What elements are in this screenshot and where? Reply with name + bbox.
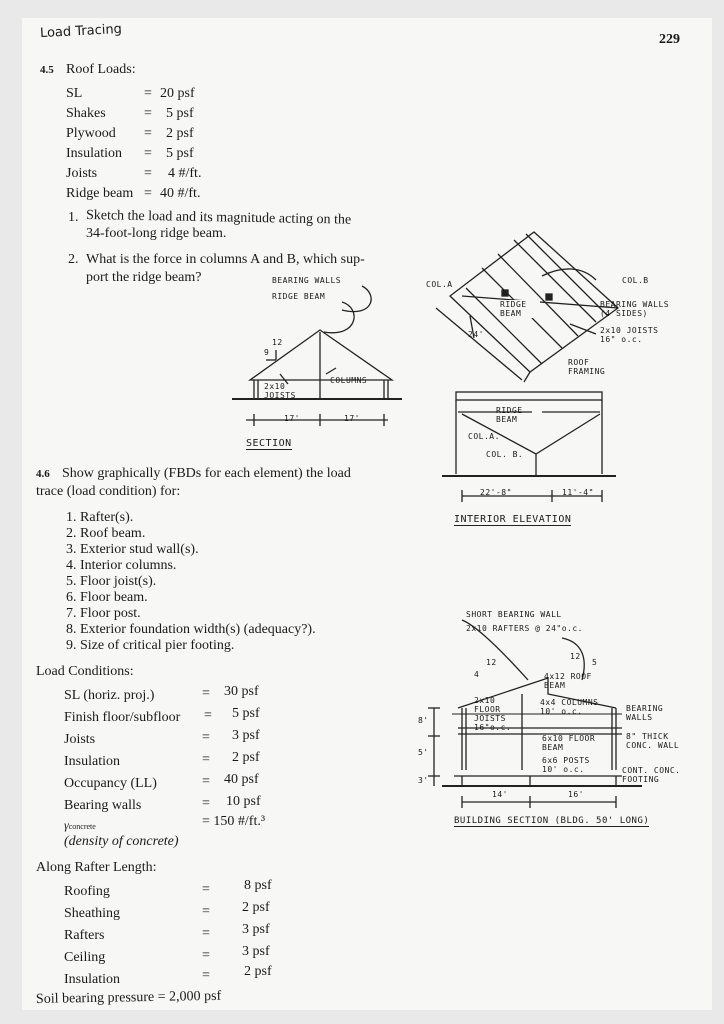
label-rafters: 2x10 RAFTERS @ 24"o.c. [466,624,583,633]
building-section-caption: BUILDING SECTION (BLDG. 50' LONG) [454,816,650,826]
list-item: 7. Floor post. [66,606,141,621]
list-item: Ridge beam [66,186,134,201]
list-item: Insulation [66,146,122,161]
problem-4-5-title: Roof Loads: [66,62,136,77]
problem-number-4-5: 4.5 [40,64,54,76]
label-roof-beam: 4x12 ROOF BEAM [544,672,592,690]
label-roof-joists: 2x10 JOISTS 16" o.c. [600,326,659,344]
equals-sign: = [202,968,210,983]
pitch-left-rise: 12 [486,658,497,667]
page-number: 229 [659,32,680,47]
equals-sign: = [202,948,210,963]
label-conc-wall: 8" THICK CONC. WALL [626,732,680,750]
list-item: Joists [66,166,98,181]
equals-sign: = [144,166,152,181]
problem-4-6-text: Show graphically (FBDs for each element) the load [62,466,351,481]
load-value: 4 #/ft. [168,166,202,181]
list-item: Sheathing [64,906,120,921]
label-footing: CONT. CONC. FOOTING [622,766,681,784]
pitch-run: 9 [264,348,270,357]
load-value: 3 psf [242,944,270,959]
bs-dim-left: 14' [492,790,508,799]
list-item: 3. Exterior stud wall(s). [66,542,199,557]
list-item: Occupancy (LL) [64,776,157,791]
chapter-header: Load Tracing [39,21,123,42]
label-ridge-beam: RIDGE BEAM [272,292,326,301]
label-elev-ridge-beam: RIDGE BEAM [496,406,523,424]
label-joists: 2x10 JOISTS [264,382,296,400]
label-floor-joists: 2x10 FLOOR JOISTS 16"o.c. [474,696,512,732]
load-value: 8 psf [244,878,272,893]
load-value: 5 psf [166,106,194,121]
list-item: 5. Floor joist(s). [66,574,157,589]
load-value: 3 psf [232,728,260,743]
bs-height-1: 8' [418,716,429,725]
pitch-right-rise: 12 [570,652,581,661]
building-section-sketch [22,18,712,1010]
pitch-rise: 12 [272,338,283,347]
load-value: 10 psf [226,794,261,809]
list-item: Joists [64,732,96,747]
load-value: 2 psf [244,964,272,979]
elev-dim-left: 22'-8" [480,488,512,497]
bs-height-2: 5' [418,748,429,757]
equals-sign: = [144,86,152,101]
bs-dim-right: 16' [568,790,584,799]
equals-sign: = [202,752,210,767]
equals-sign: = [204,708,212,723]
task-number: 2. [68,252,79,267]
label-bs-bearing-walls: BEARING WALLS [626,704,664,722]
list-item: Shakes [66,106,106,121]
pitch-left-run: 4 [474,670,480,679]
load-value: 20 psf [160,86,195,101]
load-value: 3 psf [242,922,270,937]
label-roof-bearing-walls: BEARING WALLS (4 SIDES) [600,300,670,318]
label-bearing-walls: BEARING WALLS [272,276,342,285]
label-posts: 6x6 POSTS 10' o.c. [542,756,590,774]
problem-number-4-6: 4.6 [36,468,50,480]
load-value: 2 psf [166,126,194,141]
roof-framing-caption: ROOF FRAMING [568,358,606,376]
dim-left: 17' [284,414,300,423]
task-2-text: What is the force in columns A and B, which sup- [86,252,365,267]
load-value: 5 psf [232,706,260,721]
rafter-loads-title: Along Rafter Length: [36,860,157,875]
list-item: Finish floor/subfloor [64,710,181,725]
gamma-note: (density of concrete) [64,834,179,849]
label-columns: COLUMNS [330,376,368,385]
load-value: 5 psf [166,146,194,161]
label-roof-ridge-beam: RIDGE BEAM [500,300,540,318]
list-item: Rafters [64,928,105,943]
label-col-a: COL.A [426,280,453,289]
label-floor-beam: 6x10 FLOOR BEAM [542,734,596,752]
label-columns-4x4: 4x4 COLUMNS 10' o.c. [540,698,599,716]
equals-sign: = [144,126,152,141]
load-value: 2 psf [232,750,260,765]
list-item: Roofing [64,884,110,899]
equals-sign: = [202,730,210,745]
list-item: 1. Rafter(s). [66,510,134,525]
list-item: 8. Exterior foundation width(s) (adequacy?). [66,622,316,637]
label-elev-col-a: COL.A. [468,432,500,441]
equals-sign: = [202,796,210,811]
problem-4-6-text-2: trace (load condition) for: [36,484,181,499]
bs-height-3: 3' [418,776,429,785]
task-number: 1. [68,210,79,225]
load-value: 2 psf [242,900,270,915]
list-item: 4. Interior columns. [66,558,177,573]
section-caption: SECTION [246,438,292,449]
load-value: 40 #/ft. [160,186,201,201]
list-item: Insulation [64,972,120,987]
equals-sign: = [202,774,210,789]
label-short-bearing-wall: SHORT BEARING WALL [466,610,562,619]
equals-sign: = [202,686,210,701]
load-conditions-title: Load Conditions: [36,664,134,679]
task-1-text: Sketch the load and its magnitude acting on the [85,208,352,228]
dim-right: 17' [344,414,360,423]
task-2-text-2: port the ridge beam? [86,270,202,285]
elev-dim-right: 11'-4" [562,488,594,497]
list-item: Plywood [66,126,116,141]
gamma-value: = 150 #/ft.³ [202,814,266,829]
load-value: 30 psf [224,684,259,699]
equals-sign: = [202,926,210,941]
equals-sign: = [144,186,152,201]
equals-sign: = [144,146,152,161]
list-item: Ceiling [64,950,106,965]
list-item: SL (horiz. proj.) [64,688,155,703]
list-item: Insulation [64,754,120,769]
equals-sign: = [202,904,210,919]
task-1-text-2: 34-foot-long ridge beam. [86,226,227,241]
label-col-b: COL.B [622,276,649,285]
interior-elevation-caption: INTERIOR ELEVATION [454,514,572,525]
equals-sign: = [202,882,210,897]
pitch-right-run: 5 [592,658,598,667]
label-elev-col-b: COL. B. [486,450,524,459]
list-item: 6. Floor beam. [66,590,148,605]
label-roof-dim: 24' [468,330,484,339]
soil-bearing-row: Soil bearing pressure = 2,000 psf [35,988,222,1007]
gamma-symbol: γconcrete [64,818,96,832]
book-page [22,18,712,1010]
list-item: SL [66,86,83,101]
list-item: 9. Size of critical pier footing. [66,638,235,653]
list-item: Bearing walls [64,798,142,813]
equals-sign: = [144,106,152,121]
list-item: 2. Roof beam. [66,526,146,541]
load-value: 40 psf [224,772,259,787]
